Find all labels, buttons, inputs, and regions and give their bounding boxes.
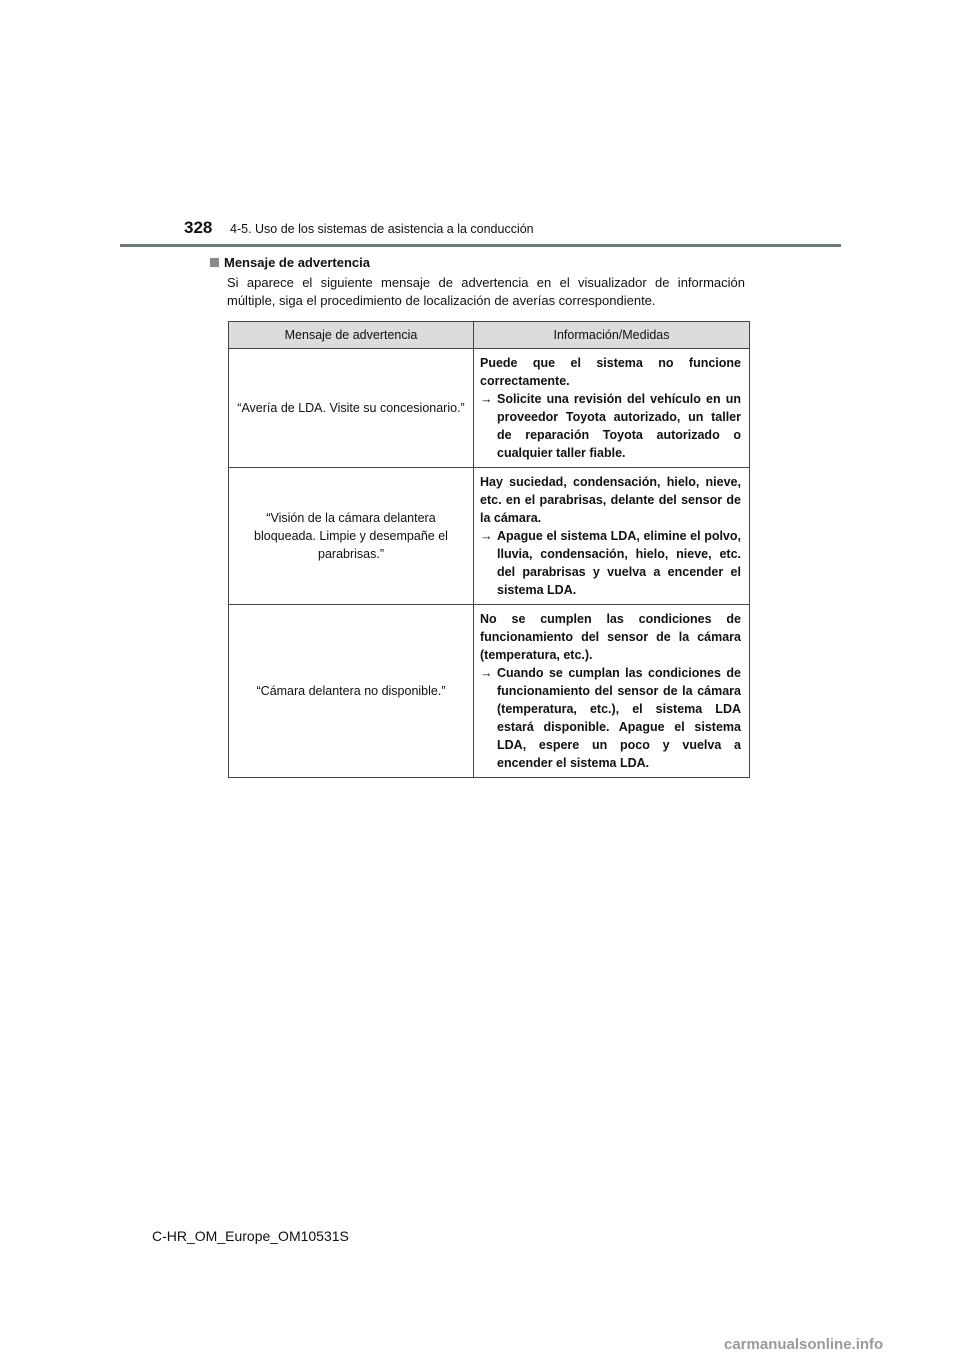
warning-message-cell: “Visión de la cámara delantera bloqueada. Limpie y desempañe el parabrisas.” <box>229 468 474 605</box>
column-header-message: Mensaje de advertencia <box>229 322 474 349</box>
table-header-row <box>229 322 750 349</box>
section-heading <box>210 255 370 270</box>
square-bullet-icon <box>210 258 219 267</box>
page-number: 328 <box>184 218 213 237</box>
column-header-info: Información/Medidas <box>474 322 750 349</box>
action-item <box>480 390 741 462</box>
section-title: 4-5. Uso de los sistemas de asistencia a la conducción <box>230 222 534 236</box>
info-measures-cell <box>474 605 750 778</box>
watermark-text: carmanualsonline.info <box>724 1336 884 1353</box>
warning-message-cell: “Cámara delantera no disponible.” <box>229 605 474 778</box>
header-divider <box>120 244 841 247</box>
section-heading-text: Mensaje de advertencia <box>224 255 370 270</box>
cause-text: Hay suciedad, condensación, hielo, nieve, etc. en el parabrisas, delante del sensor de la cámara. <box>480 475 741 525</box>
cause-text: No se cumplen las condiciones de funcionamiento del sensor de la cámara (temperatura, etc.). <box>480 612 741 662</box>
action-item <box>480 527 741 599</box>
action-text: Apague el sistema LDA, elimine el polvo, lluvia, condensación, hielo, nieve, etc. del parabrisas y vuelva a encender el sistema LDA. <box>497 529 741 597</box>
action-text: Solicite una revisión del vehículo en un proveedor Toyota autorizado, un taller de reparación Toyota autorizado o cualquier taller fiable. <box>497 392 741 460</box>
cause-text: Puede que el sistema no funcione correctamente. <box>480 356 741 388</box>
table-row <box>229 468 750 605</box>
footer-doc-code: C-HR_OM_Europe_OM10531S <box>152 1228 349 1244</box>
arrow-right-icon: → <box>480 666 493 680</box>
arrow-right-icon: → <box>480 529 493 543</box>
warning-messages-table <box>228 321 750 778</box>
info-measures-cell <box>474 468 750 605</box>
table-row <box>229 605 750 778</box>
warning-message-cell: “Avería de LDA. Visite su concesionario.” <box>229 349 474 468</box>
info-measures-cell <box>474 349 750 468</box>
arrow-right-icon: → <box>480 392 493 406</box>
action-text: Cuando se cumplan las condiciones de funcionamiento del sensor de la cámara (temperatura, etc.), el sistema LDA estará disponible. Apague el sistema LDA, espere un poco y vuelva a encender el sistema LDA. <box>497 666 741 770</box>
intro-paragraph: Si aparece el siguiente mensaje de advertencia en el visualizador de información múltiple, siga el procedimiento de localización de averías correspondiente. <box>227 275 745 308</box>
table-row <box>229 349 750 468</box>
action-item <box>480 664 741 772</box>
